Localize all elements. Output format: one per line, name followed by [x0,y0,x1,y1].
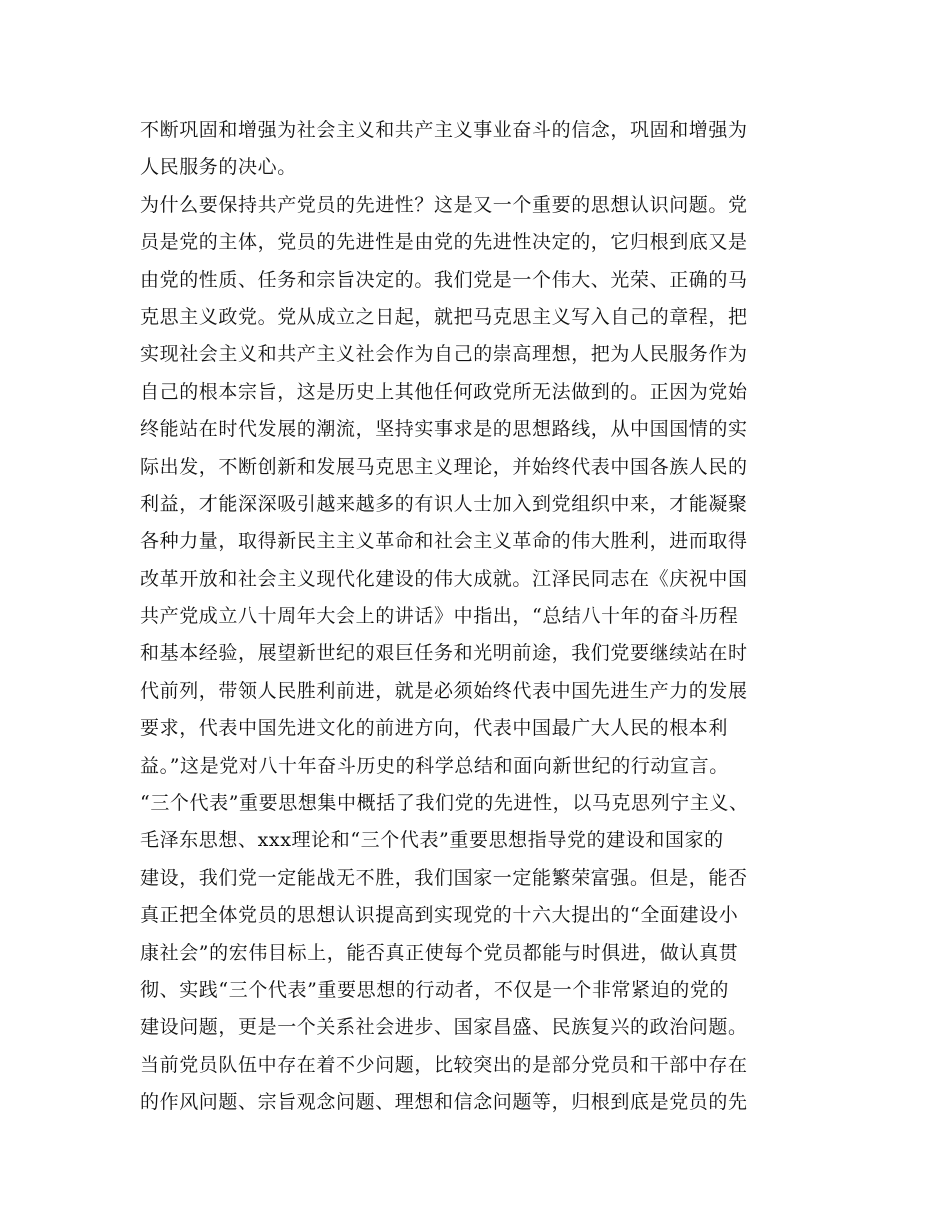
text-line: 真正把全体党员的思想认识提高到实现党的十六大提出的“全面建设小 [140,904,739,927]
text-line: 共产党成立八十周年大会上的讲话》中指出，“总结八十年的奋斗历程 [140,605,739,628]
text-line: 益。”这是党对八十年奋斗历史的科学总结和面向新世纪的行动宣言。 [140,754,729,777]
text-line: 毛泽东思想、xxx理论和“三个代表”重要思想指导党的建设和国家的 [140,829,724,852]
text-line: 实现社会主义和共产主义社会作为自己的崇高理想，把为人民服务作为 [140,343,748,366]
text-line: 为什么要保持共产党员的先进性？这是又一个重要的思想认识问题。党 [140,193,748,216]
text-line: 终能站在时代发展的潮流，坚持实事求是的思想路线，从中国国情的实 [140,418,748,441]
text-line: 利益，才能深深吸引越来越多的有识人士加入到党组织中来，才能凝聚 [140,492,748,515]
text-line: 自己的根本宗旨，这是历史上其他任何政党所无法做到的。正因为党始 [140,380,748,403]
text-line: 建设，我们党一定能战无不胜，我们国家一定能繁荣富强。但是，能否 [140,866,748,889]
text-line: 员是党的主体，党员的先进性是由党的先进性决定的，它归根到底又是 [140,231,748,254]
document-body [140,112,820,1122]
text-line: 克思主义政党。党从成立之日起，就把马克思主义写入自己的章程，把 [140,305,748,328]
text-line: “三个代表”重要思想集中概括了我们党的先进性，以马克思列宁主义、 [140,792,749,815]
text-line: 康社会”的宏伟目标上，能否真正使每个党员都能与时俱进，做认真贯 [140,941,739,964]
text-line: 各种力量，取得新民主主义革命和社会主义革命的伟大胜利，进而取得 [140,530,748,553]
text-line: 彻、实践“三个代表”重要思想的行动者，不仅是一个非常紧迫的党的 [140,978,730,1001]
text-line: 际出发，不断创新和发展马克思主义理论，并始终代表中国各族人民的 [140,455,748,478]
text-line: 要求，代表中国先进文化的前进方向，代表中国最广大人民的根本利 [140,717,729,740]
text-line: 建设问题，更是一个关系社会进步、国家昌盛、民族复兴的政治问题。 [140,1016,748,1039]
text-line: 的作风问题、宗旨观念问题、理想和信念问题等，归根到底是党员的先 [140,1091,748,1114]
text-line: 人民服务的决心。 [140,156,297,179]
text-line: 当前党员队伍中存在着不少问题，比较突出的是部分党员和干部中存在 [140,1053,748,1076]
text-line: 代前列，带领人民胜利前进，就是必须始终代表中国先进生产力的发展 [140,679,748,702]
text-line: 不断巩固和增强为社会主义和共产主义事业奋斗的信念，巩固和增强为 [140,119,748,141]
text-line: 和基本经验，展望新世纪的艰巨任务和光明前途，我们党要继续站在时 [140,642,748,665]
text-line: 由党的性质、任务和宗旨决定的。我们党是一个伟大、光荣、正确的马 [140,268,748,291]
text-line: 改革开放和社会主义现代化建设的伟大成就。江泽民同志在《庆祝中国 [140,567,748,590]
